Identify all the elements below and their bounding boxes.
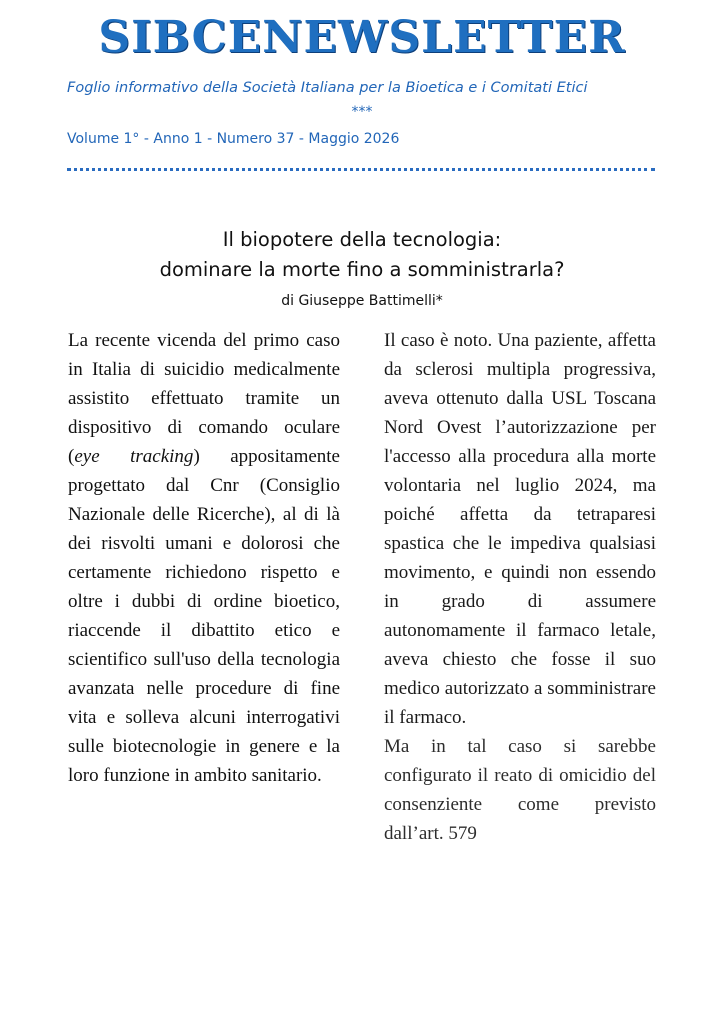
newsletter-subtitle: Foglio informativo della Società Italiana per la Bioetica e i Comitati Etici [67,80,588,96]
article-column-left [68,326,340,790]
article-column-right [384,326,656,848]
article-author: di Giuseppe Battimelli* [281,293,443,309]
article-title [0,225,724,285]
left-text-end: ) appositamente progettato dal Cnr (Consiglio Nazionale delle Ricerche), al di là dei risvolti umani e dolorosi che certamente richiedono rispetto e oltre i dubbi di ordine bioetico, riaccende il dibattito etico e scientifico sull'uso della tecnologia avanzata nelle procedure di fine vita e solleva alcuni interrogativi sulle biotecnologie in genere e la loro funzione in ambito sanitario. [68,446,340,786]
left-text-italic: eye tracking [74,446,194,467]
separator-stars: *** [351,104,373,120]
left-paragraph [68,326,340,790]
dotted-divider [67,168,655,171]
issue-info: Volume 1° - Anno 1 - Numero 37 - Maggio 2026 [67,131,400,147]
article-title-line1: Il biopotere della tecnologia: [222,228,502,251]
left-text-start: La recente vicenda del primo caso in Italia di suicidio medicalmente assistito effettuato tramite un dispositivo di comando oculare ( [68,330,340,467]
article-title-line2: dominare la morte fino a somministrarla? [159,258,565,281]
right-paragraph-2: Ma in tal caso si sarebbe configurato il reato di omicidio del consenziente come previsto dall’art. 579 [384,736,656,844]
right-paragraph-1: Il caso è noto. Una paziente, affetta da sclerosi multipla progressiva, aveva ottenuto dalla USL Toscana Nord Ovest l’autorizzazione per l'accesso alla procedura alla morte volontaria nel luglio 2024, ma poiché affetta da tetraparesi spastica che le impediva qualsiasi movimento, e quindi non essendo in grado di assumere autonomamente il farmaco letale, aveva chiesto che fosse il suo medico autorizzato a somministrare il farmaco. [384,330,656,728]
newsletter-masthead: SIBCENEWSLETTER [98,12,626,63]
